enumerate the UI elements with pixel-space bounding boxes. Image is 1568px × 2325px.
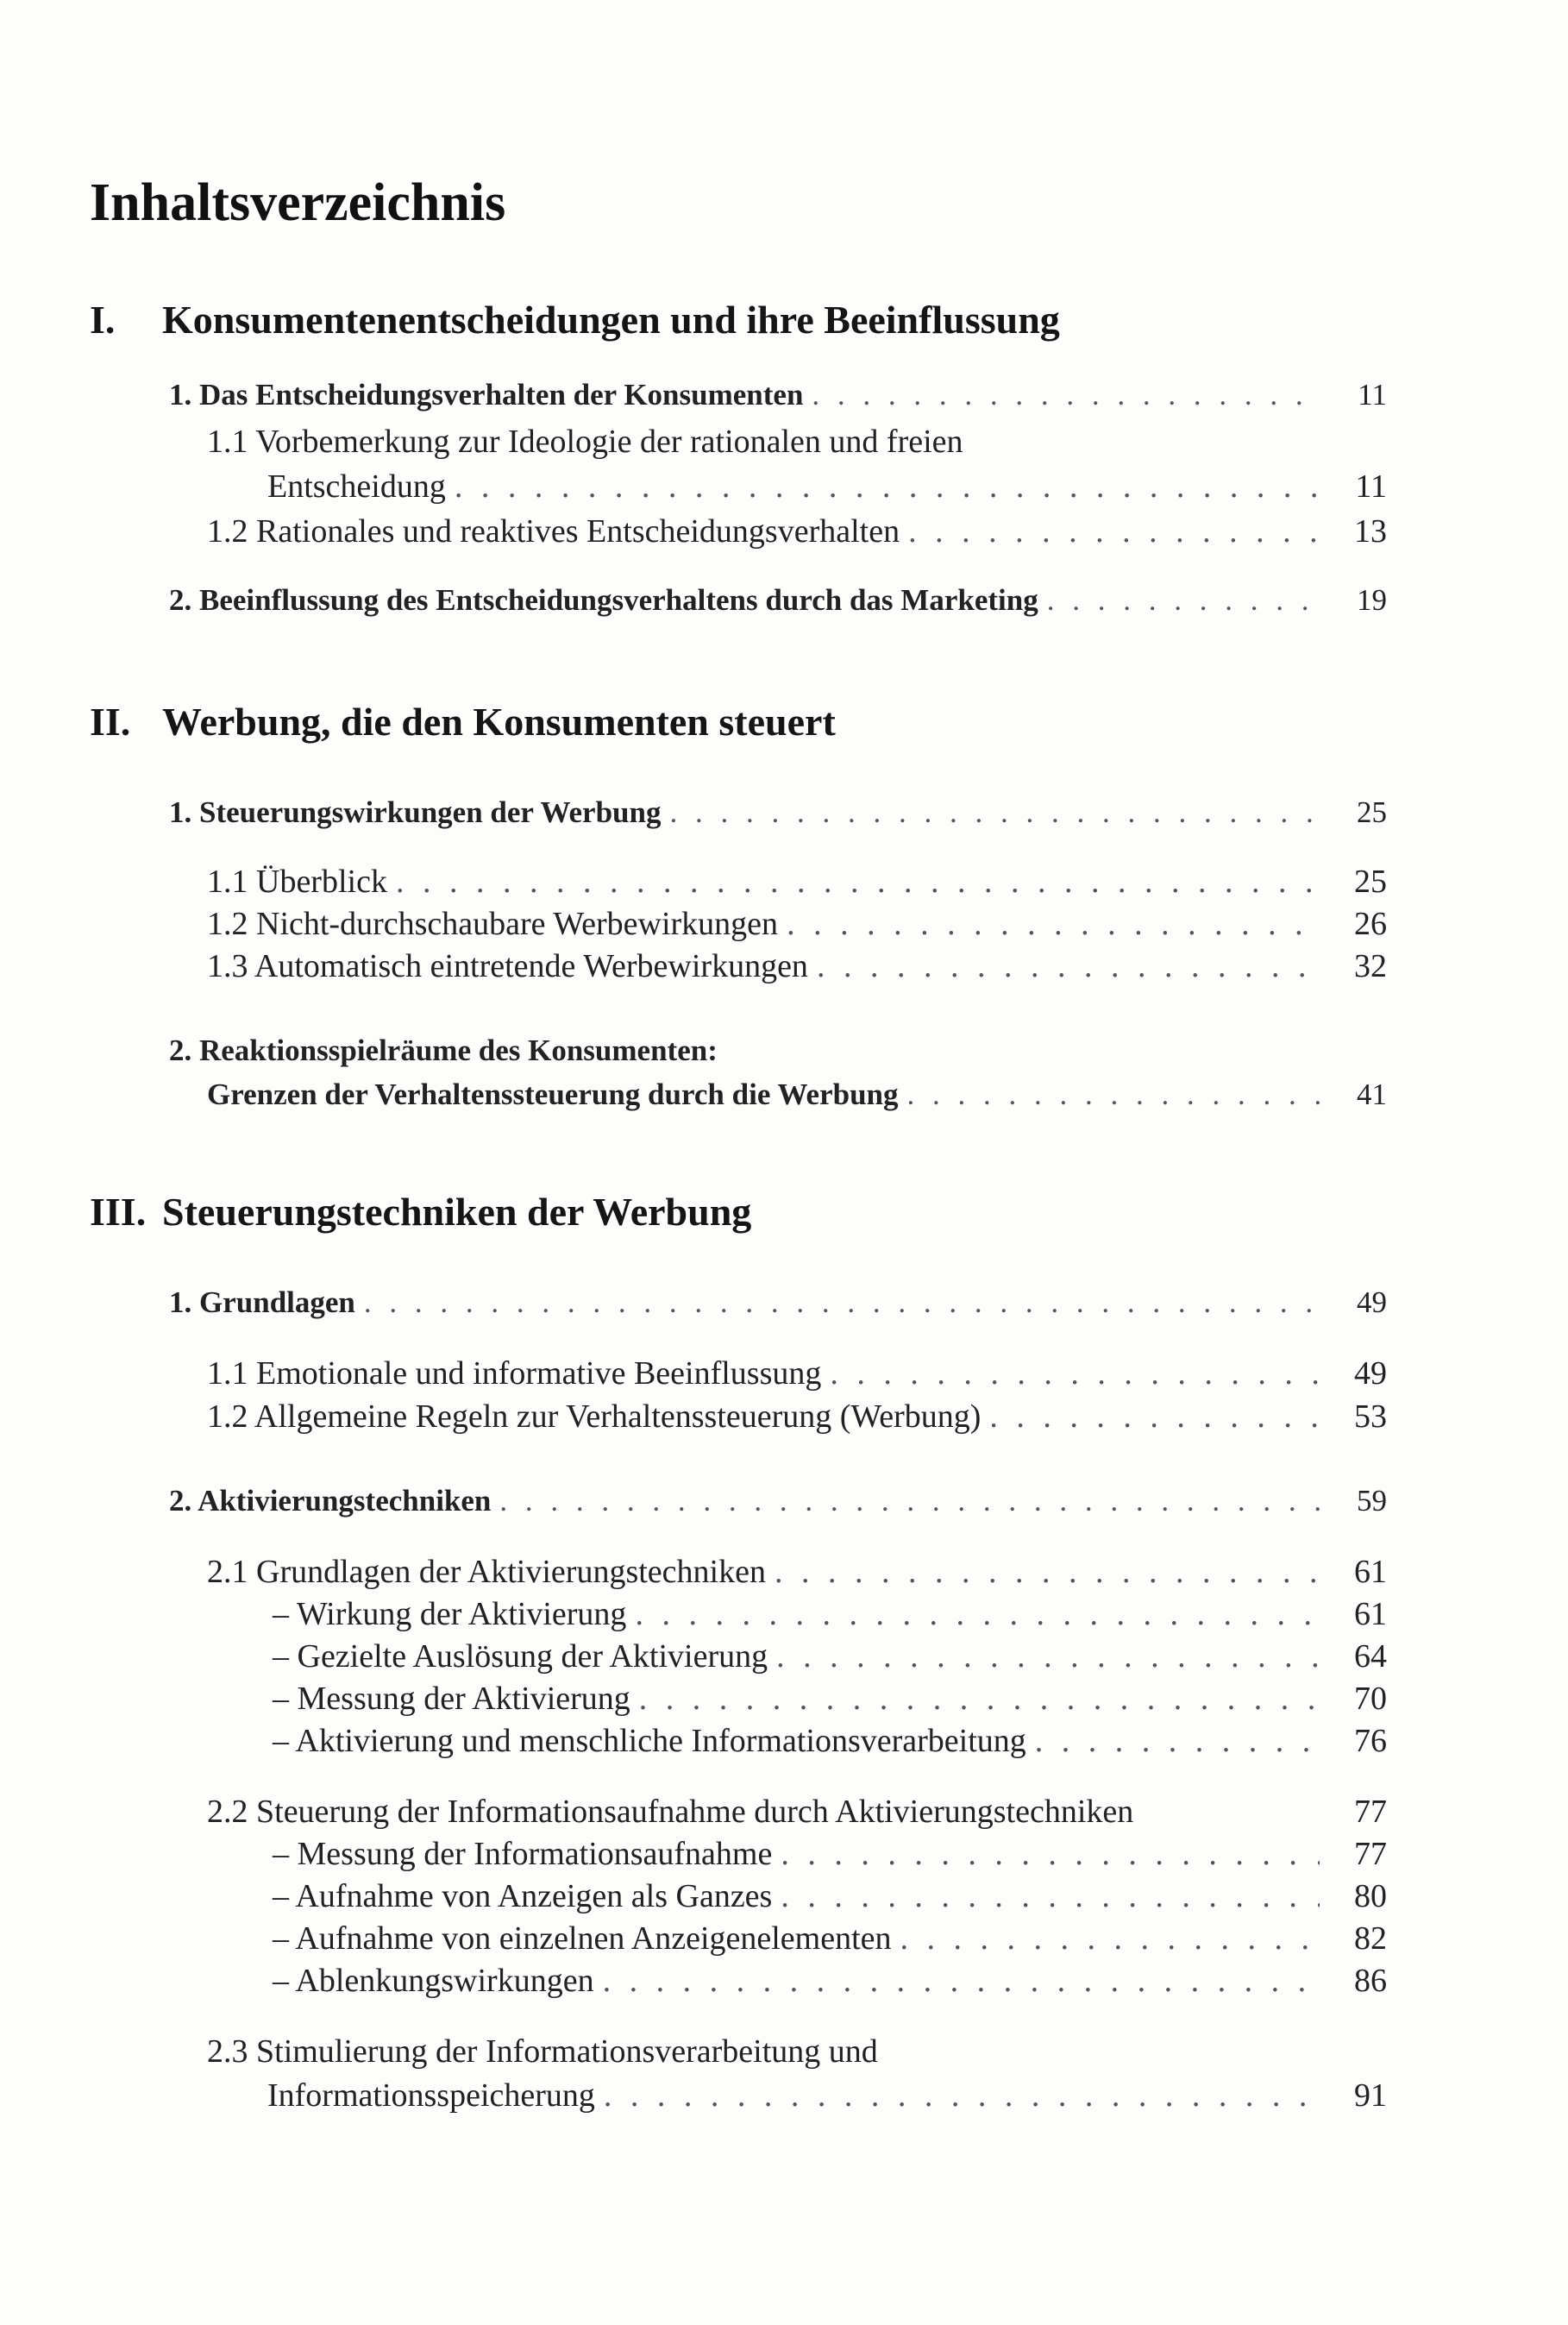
entry-page: 11 [1355,468,1387,505]
toc-entry[interactable] [207,946,1387,987]
dot-leader [364,1282,1320,1323]
entry-page: 80 [1354,1878,1387,1914]
entry-text: 1.1 Überblick [207,864,387,900]
toc-entry[interactable] [267,466,1387,507]
dot-leader [989,1396,1320,1437]
entry-text: – Messung der Aktivierung [273,1681,630,1717]
dot-leader [781,1833,1320,1875]
entry-text: – Aufnahme von einzelnen Anzeigenelementen [273,1920,892,1957]
entry-page: 59 [1357,1484,1387,1518]
dot-leader [776,1636,1320,1677]
toc-entry[interactable] [273,1720,1387,1762]
entry-text: 2.2 Steuerung der Informationsaufnahme durch Aktivierungstechniken [207,1794,1134,1830]
dot-leader [900,1918,1320,1959]
dot-leader [907,1074,1320,1115]
entry-page: 13 [1354,513,1387,550]
entry-text: 1. Grundlagen [169,1285,355,1319]
entry-page: 41 [1357,1078,1387,1111]
dot-leader [396,861,1320,902]
toc-entry[interactable] [207,1791,1387,1832]
entry-text: – Aktivierung und menschliche Informationsverarbeitung [273,1723,1026,1759]
entry-page: 49 [1354,1355,1387,1392]
toc-entry[interactable] [169,792,1387,833]
toc-entry[interactable] [273,1918,1387,1959]
toc-entry-line: 1.1 Vorbemerkung zur Ideologie der rationalen und freien [207,424,963,460]
entry-page: 61 [1354,1554,1387,1590]
chapter-heading-1 [90,297,1060,342]
dot-leader [1035,1720,1320,1762]
entry-text: Entscheidung [267,468,446,505]
dot-leader [908,511,1320,552]
chapter-number: II. [90,700,131,744]
entry-text: 1. Steuerungswirkungen der Werbung [169,795,662,829]
entry-text: 1.2 Nicht-durchschaubare Werbewirkungen [207,906,779,942]
toc-entry[interactable] [267,2075,1387,2116]
entry-text: – Ablenkungswirkungen [273,1963,594,1999]
dot-leader [669,792,1320,833]
toc-entry[interactable] [273,1636,1387,1677]
dot-leader [781,1876,1320,1917]
toc-entry[interactable] [207,1074,1387,1115]
dot-leader [604,2075,1320,2116]
entry-page: 70 [1354,1681,1387,1717]
dot-leader [499,1480,1320,1522]
dot-leader [775,1551,1320,1593]
entry-text: 2.1 Grundlagen der Aktivierungstechniken [207,1554,766,1590]
entry-text: 1.3 Automatisch eintretende Werbewirkungen [207,948,808,984]
entry-text: 1. Das Entscheidungsverhalten der Konsumenten [169,378,804,412]
entry-text: 1.2 Rationales und reaktives Entscheidungsverhalten [207,513,900,550]
entry-page: 86 [1354,1963,1387,1999]
chapter-number: I. [90,298,116,342]
page-title: Inhaltsverzeichnis [90,173,506,232]
entry-text: 1.1 Emotionale und informative Beeinflussung [207,1355,822,1392]
entry-page: 91 [1354,2077,1387,2114]
entry-text: 2. Aktivierungstechniken [169,1484,492,1518]
toc-entry[interactable] [169,374,1387,416]
chapter-number: III. [90,1190,147,1234]
dot-leader [1047,580,1320,621]
dot-leader [455,466,1320,507]
dot-leader [812,374,1320,416]
toc-entry-line: 2.3 Stimulierung der Informationsverarbeitung und [207,2033,878,2070]
entry-page: 19 [1357,583,1387,617]
entry-page: 11 [1358,378,1387,412]
toc-entry[interactable] [207,1353,1387,1394]
entry-page: 25 [1357,795,1387,829]
entry-page: 64 [1354,1638,1387,1675]
toc-entry[interactable] [169,1282,1387,1323]
entry-page: 53 [1354,1398,1387,1435]
dot-leader [639,1678,1320,1719]
entry-page: 26 [1354,906,1387,942]
dot-leader [635,1593,1320,1635]
chapter-heading-2 [90,699,836,745]
toc-entry[interactable] [273,1960,1387,2001]
toc-entry[interactable] [207,903,1387,945]
entry-text: – Messung der Informationsaufnahme [273,1836,773,1872]
chapter-title: Konsumentenentscheidungen und ihre Beeinflussung [162,298,1060,342]
entry-text: – Gezielte Auslösung der Aktivierung [273,1638,768,1675]
chapter-title: Werbung, die den Konsumenten steuert [162,700,836,744]
chapter-heading-3 [90,1189,751,1235]
dot-leader [787,903,1320,945]
toc-entry[interactable] [273,1593,1387,1635]
toc-entry[interactable] [273,1833,1387,1875]
entry-text: 2. Beeinflussung des Entscheidungsverhaltens durch das Marketing [169,583,1038,617]
toc-entry[interactable] [207,1551,1387,1593]
toc-entry-line: 2. Reaktionsspielräume des Konsumenten: [169,1034,718,1067]
toc-entry[interactable] [207,511,1387,552]
toc-entry[interactable] [273,1876,1387,1917]
toc-entry[interactable] [169,1480,1387,1522]
entry-text: – Aufnahme von Anzeigen als Ganzes [273,1878,773,1914]
dot-leader [830,1353,1320,1394]
toc-entry[interactable] [207,1396,1387,1437]
chapter-title: Steuerungstechniken der Werbung [162,1190,752,1234]
entry-page: 49 [1357,1285,1387,1319]
entry-page: 77 [1354,1836,1387,1872]
entry-text: Grenzen der Verhaltenssteuerung durch die Werbung [207,1078,899,1111]
entry-text: Informationsspeicherung [267,2077,595,2114]
toc-entry[interactable] [273,1678,1387,1719]
entry-page: 77 [1354,1794,1387,1830]
dot-leader [817,946,1320,987]
entry-text: – Wirkung der Aktivierung [273,1596,627,1632]
entry-page: 25 [1354,864,1387,900]
toc-entry[interactable] [207,861,1387,902]
dot-leader [603,1960,1320,2001]
entry-text: 1.2 Allgemeine Regeln zur Verhaltenssteuerung (Werbung) [207,1398,982,1435]
entry-page: 82 [1354,1920,1387,1957]
entry-page: 76 [1354,1723,1387,1759]
toc-entry[interactable] [169,580,1387,621]
entry-page: 61 [1354,1596,1387,1632]
entry-page: 32 [1354,948,1387,984]
